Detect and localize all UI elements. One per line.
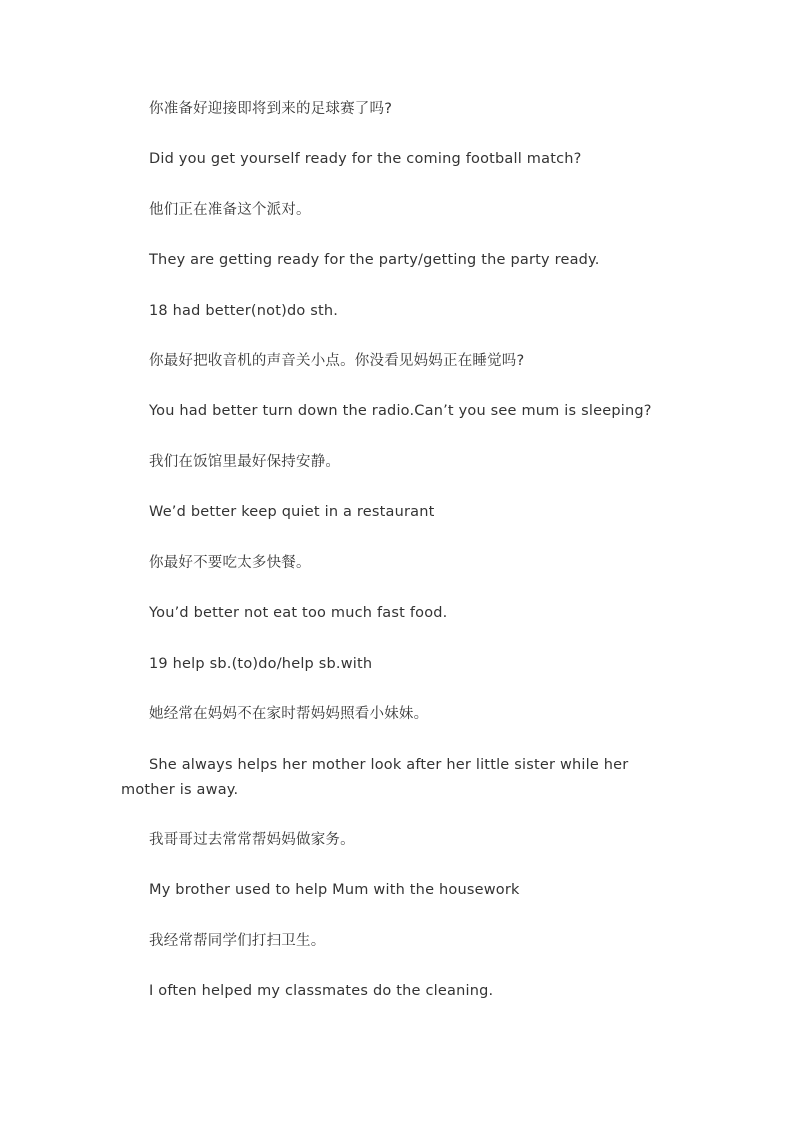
paragraph-chinese-housework: 我哥哥过去常常帮妈妈做家务。 xyxy=(149,832,355,848)
paragraph-chinese-cleaning: 我经常帮同学们打扫卫生。 xyxy=(149,933,326,949)
paragraph-english-sister: She always helps her mother look after her little sister while her mother is away. xyxy=(121,757,629,798)
paragraph-english-radio: You had better turn down the radio.Can’t you see mum is sleeping? xyxy=(149,403,652,419)
paragraph-chinese-party: 他们正在准备这个派对。 xyxy=(149,202,311,218)
paragraph-english-football: Did you get yourself ready for the coming football match? xyxy=(149,151,582,167)
paragraph-english-restaurant: We’d better keep quiet in a restaurant xyxy=(149,504,435,520)
paragraph-english-party: They are getting ready for the party/getting the party ready. xyxy=(149,252,600,268)
paragraph-chinese-radio: 你最好把收音机的声音关小点。你没看见妈妈正在睡觉吗? xyxy=(149,353,525,369)
paragraph-chinese-fast-food: 你最好不要吃太多快餐。 xyxy=(149,555,311,571)
paragraph-english-fast-food: You’d better not eat too much fast food. xyxy=(149,605,448,621)
paragraph-english-housework: My brother used to help Mum with the housework xyxy=(149,882,520,898)
heading-18-had-better: 18 had better(not)do sth. xyxy=(149,303,339,319)
paragraph-chinese-sister: 她经常在妈妈不在家时帮妈妈照看小妹妹。 xyxy=(149,706,429,722)
paragraph-chinese-restaurant: 我们在饭馆里最好保持安静。 xyxy=(149,454,341,470)
paragraph-english-cleaning: I often helped my classmates do the cleaning. xyxy=(149,983,494,999)
paragraph-chinese-football: 你准备好迎接即将到来的足球赛了吗? xyxy=(149,101,393,117)
heading-19-help: 19 help sb.(to)do/help sb.with xyxy=(149,656,373,672)
